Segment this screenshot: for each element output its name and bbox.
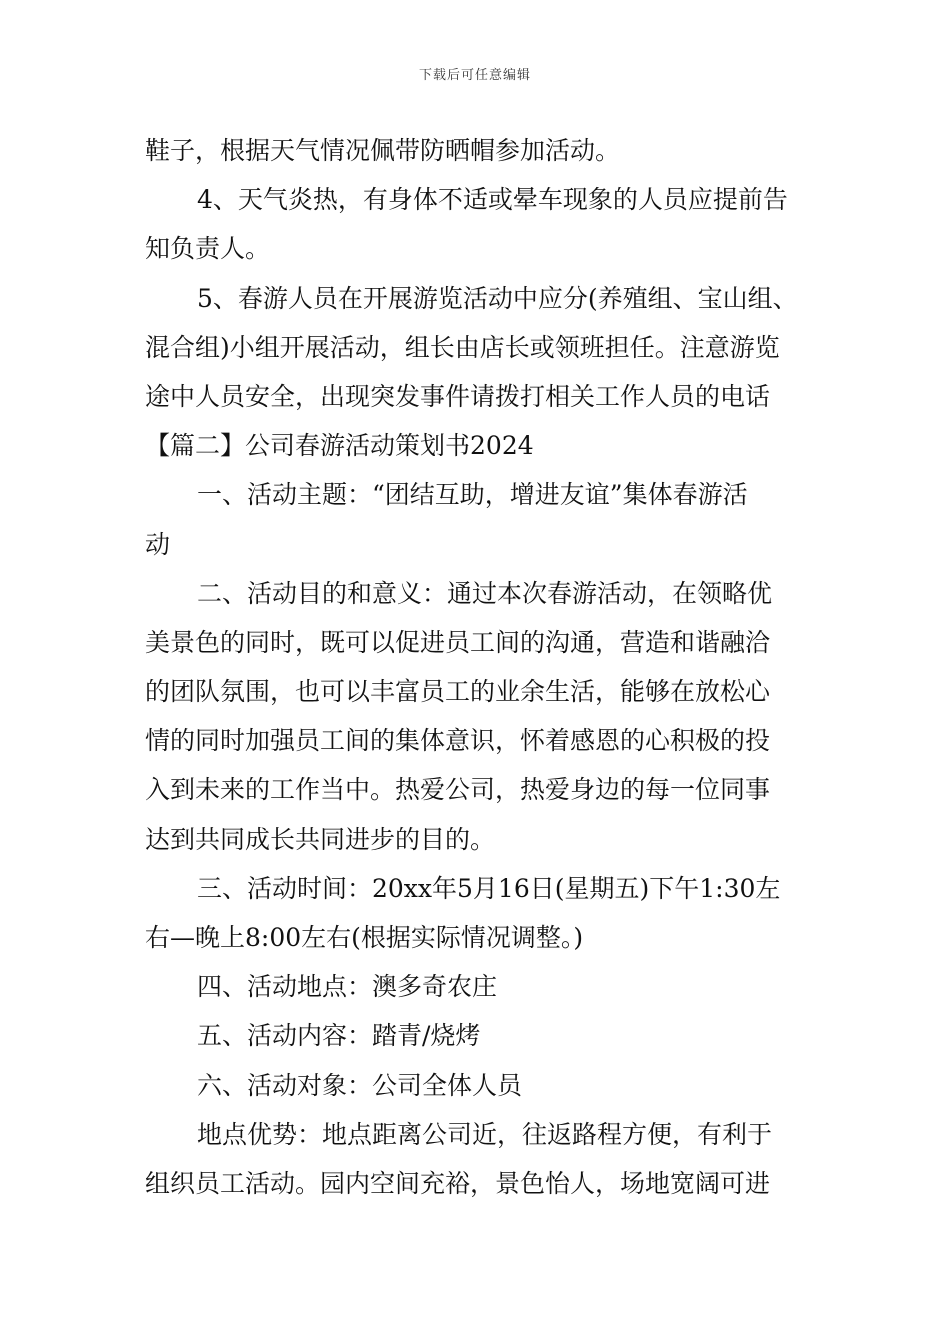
section-heading: 【篇二】公司春游活动策划书2024 <box>145 431 534 461</box>
text-line: 达到共同成长共同进步的目的。 <box>145 824 496 854</box>
text-line: 二、活动目的和意义：通过本次春游活动，在领略优 <box>197 578 773 608</box>
text-line: 三、活动时间：20xx年5月16日(星期五)下午1:30左 <box>197 873 781 903</box>
text-line: 的团队氛围，也可以丰富员工的业余生活，能够在放松心 <box>145 677 771 707</box>
text-line: 五、活动内容：踏青/烧烤 <box>197 1021 481 1051</box>
text-line: 入到未来的工作当中。热爱公司，热爱身边的每一位同事 <box>145 775 771 805</box>
document-body <box>145 126 835 1208</box>
text-line: 四、活动地点：澳多奇农庄 <box>197 972 498 1002</box>
page-header: 下载后可任意编辑 <box>418 68 531 83</box>
text-line: 地点优势：地点距离公司近，往返路程方便，有利于 <box>197 1119 773 1149</box>
text-line: 右—晚上8:00左右(根据实际情况调整。) <box>145 923 584 952</box>
text-line: 知负责人。 <box>145 234 271 264</box>
text-line: 鞋子，根据天气情况佩带防晒帽参加活动。 <box>145 136 621 165</box>
text-line: 混合组)小组开展活动，组长由店长或领班担任。注意游览 <box>145 332 780 362</box>
text-line: 美景色的同时，既可以促进员工间的沟通，营造和谐融洽 <box>145 627 771 657</box>
text-line: 一、活动主题：“团结互助，增进友谊”集体春游活 <box>197 480 748 510</box>
text-line: 动 <box>145 529 171 559</box>
text-line: 六、活动对象：公司全体人员 <box>197 1070 523 1100</box>
text-line: 途中人员安全，出现突发事件请拨打相关工作人员的电话 <box>145 381 771 411</box>
text-line: 5、春游人员在开展游览活动中应分(养殖组、宝山组、 <box>197 283 798 313</box>
text-line: 4、天气炎热，有身体不适或晕车现象的人员应提前告 <box>197 185 788 215</box>
text-line: 情的同时加强员工间的集体意识，怀着感恩的心积极的投 <box>145 726 771 756</box>
text-line: 组织员工活动。园内空间充裕，景色怡人，场地宽阔可进 <box>145 1168 771 1198</box>
